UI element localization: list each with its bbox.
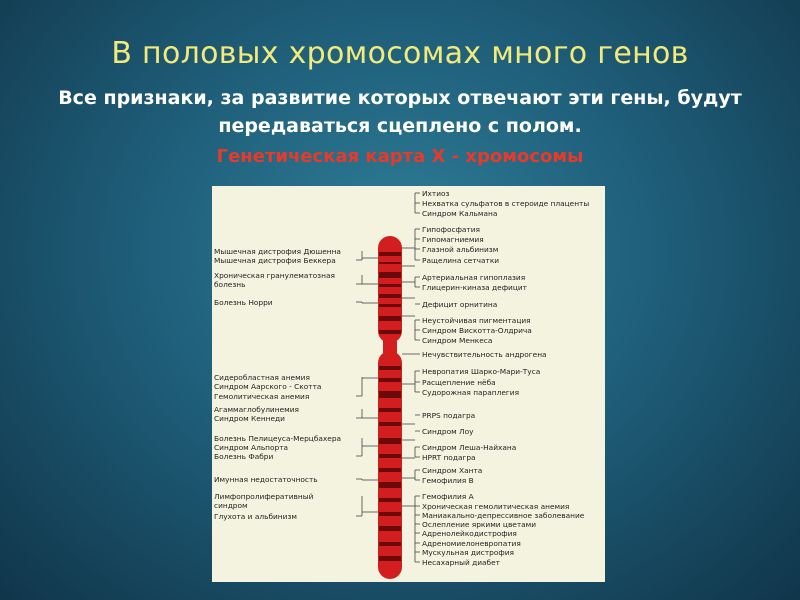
chromosome-band bbox=[379, 512, 401, 516]
x-chromosome-gene-map bbox=[212, 186, 605, 582]
chromosome-band bbox=[379, 422, 401, 426]
right-gene-label: Гипомагниемия bbox=[422, 235, 484, 244]
right-gene-label: Неустойчивая пигментация bbox=[422, 316, 531, 325]
left-gene-label: Имунная недостаточность bbox=[214, 475, 318, 484]
chromosome-band bbox=[379, 366, 401, 370]
right-gene-label: Нечувствительность андрогена bbox=[422, 350, 547, 359]
right-gene-label: Невропатия Шарко-Мари-Туса bbox=[422, 367, 541, 376]
right-gene-label: Ослепление яркими цветами bbox=[422, 520, 537, 529]
right-gene-label: Синдром Лоу bbox=[422, 427, 474, 436]
left-gene-label: Болезнь Пелицеуса-Мерцбахера bbox=[214, 434, 342, 443]
right-gene-label: Синдром Менкеса bbox=[422, 336, 493, 345]
right-gene-label: Мускульная дистрофия bbox=[422, 548, 514, 557]
left-gene-label: Гемолитическая анемия bbox=[214, 392, 310, 401]
left-gene-label: Мышечная дистрофия Дюшенна bbox=[214, 247, 341, 256]
chromosome-band bbox=[379, 438, 401, 444]
chromosome-band bbox=[379, 482, 401, 488]
right-gene-label: Глицерин-киназа дефицит bbox=[422, 283, 527, 292]
left-gene-label: синдром bbox=[214, 501, 248, 510]
right-gene-label: Дефицит орнитина bbox=[422, 300, 498, 309]
left-gene-label: Синдром Аарского - Скотта bbox=[214, 382, 322, 391]
slide-subtitle bbox=[20, 84, 780, 140]
right-gene-label: Несахарный диабет bbox=[422, 558, 500, 567]
chromosome-band bbox=[379, 252, 401, 256]
right-gene-label: Адреномиелоневропатия bbox=[422, 539, 521, 548]
left-gene-label: Синдром Кеннеди bbox=[214, 414, 285, 423]
left-gene-label: Лимфопролиферативный bbox=[214, 492, 314, 501]
chromosome-band bbox=[379, 526, 401, 531]
chromosome-band bbox=[379, 378, 401, 382]
chromosome-band bbox=[379, 316, 401, 321]
chromosome-band bbox=[379, 408, 401, 412]
left-gene-label: болезнь bbox=[214, 280, 246, 289]
right-gene-label: Расщепление нёба bbox=[422, 378, 496, 387]
right-gene-label: HPRT подагра bbox=[422, 453, 476, 462]
map-title: Генетическая карта Х - хромосомы bbox=[216, 146, 584, 167]
chromosome-band bbox=[379, 304, 401, 307]
slide-title: В половых хромосомах много генов bbox=[111, 36, 689, 71]
chromosome-band bbox=[379, 468, 401, 472]
right-gene-label: Судорожная параплегия bbox=[422, 388, 520, 397]
subtitle-line-1: Все признаки, за развитие которых отвечают эти гены, будут bbox=[58, 87, 742, 109]
right-gene-label: Синдром Кальмана bbox=[422, 209, 498, 218]
left-gene-label: Болезнь Фабри bbox=[214, 452, 274, 461]
right-gene-label: Хроническая гемолитическая анемия bbox=[422, 502, 570, 511]
right-gene-label: Адренолейкодистрофия bbox=[422, 529, 517, 538]
chromosome-band bbox=[379, 556, 401, 561]
right-gene-label: Глазной альбинизм bbox=[422, 245, 499, 254]
right-gene-label: Синдром Вискотта-Олдрича bbox=[422, 326, 532, 335]
right-gene-label: Нехватка сульфатов в стероиде плаценты bbox=[422, 199, 590, 208]
left-gene-label: Синдром Альпорта bbox=[214, 443, 289, 452]
right-gene-label: Гемофилия А bbox=[422, 492, 474, 501]
chromosome-band bbox=[379, 272, 401, 278]
left-gene-label: Хроническая гранулематозная bbox=[214, 271, 335, 280]
right-gene-label: Гипофосфатия bbox=[422, 225, 480, 234]
chromosome-band bbox=[379, 262, 401, 264]
left-gene-label: Мышечная дистрофия Беккера bbox=[214, 256, 336, 265]
right-gene-label: Ращелина сетчатки bbox=[422, 256, 500, 265]
chromosome-band bbox=[379, 330, 401, 334]
left-gene-label: Агаммаглобулинемия bbox=[214, 405, 299, 414]
right-gene-label: PRPS подагра bbox=[422, 411, 476, 420]
chromosome-band bbox=[379, 454, 401, 458]
right-gene-label: Синдром Леша-Найхана bbox=[422, 443, 517, 452]
right-gene-label: Гемофилия В bbox=[422, 476, 474, 485]
chromosome-band bbox=[379, 542, 401, 546]
chromosome-band bbox=[379, 294, 401, 298]
gene-map-canvas bbox=[212, 186, 605, 582]
centromere bbox=[383, 341, 397, 353]
left-gene-label: Глухота и альбинизм bbox=[214, 512, 297, 521]
right-gene-label: Синдром Ханта bbox=[422, 466, 483, 475]
chromosome-band bbox=[379, 391, 401, 398]
chromosome-band bbox=[379, 498, 401, 502]
left-gene-label: Болезнь Норри bbox=[214, 298, 273, 307]
right-gene-label: Маниакально-депрессивное заболевание bbox=[422, 511, 585, 520]
right-gene-label: Ихтиоз bbox=[422, 189, 450, 198]
right-gene-label: Артериальная гипоплазия bbox=[422, 273, 526, 282]
subtitle-line-2: передаваться сцеплено с полом. bbox=[218, 115, 582, 137]
left-gene-label: Сидеробластная анемия bbox=[214, 373, 310, 382]
chromosome-band bbox=[379, 284, 401, 287]
